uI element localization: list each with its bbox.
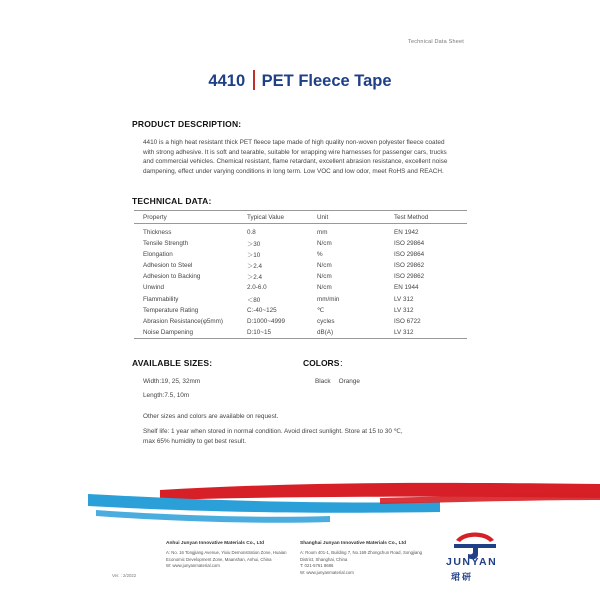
- product-description-heading: PRODUCT DESCRIPTION:: [132, 119, 242, 129]
- footer-company-anhui: [166, 541, 286, 570]
- doc-type-label: Technical Data Sheet: [408, 39, 464, 45]
- colors-heading-colon: ：: [339, 358, 348, 368]
- table-cell: ISO 29864: [394, 239, 425, 247]
- availability-note: Other sizes and colors are available on request.: [143, 413, 279, 420]
- table-cell: D:1000~4999: [247, 317, 285, 325]
- product-description-text: [143, 138, 473, 176]
- table-cell: cycles: [317, 317, 335, 325]
- color-list: [315, 378, 368, 385]
- description-line: 4410 is a high heat resistant thick PET fleece tape made of high quality non-woven polyester fleece coated: [143, 139, 445, 146]
- size-width: Width:19, 25, 32mm: [143, 378, 201, 385]
- table-cell: LV 312: [385, 327, 467, 338]
- table-row: [134, 282, 467, 293]
- address-line: District, Shanghai, China: [300, 556, 348, 562]
- table-cell: 2.0-6.0: [247, 284, 267, 292]
- table-row: [134, 305, 467, 316]
- table-cell: N/cm: [317, 273, 332, 281]
- address-line: A: Room 401-1, Building 7, No.169 Zhongchun Road, Songjiang: [300, 550, 423, 556]
- logo-red-arc: [456, 533, 494, 543]
- table-row: [134, 249, 467, 260]
- table-cell: ＞30: [247, 240, 261, 248]
- phone-line: T: 021-5761 8686: [300, 563, 334, 569]
- column-header: Typical Value: [238, 211, 308, 224]
- table-row: [134, 271, 467, 282]
- title-divider: [253, 70, 255, 90]
- table-row: [134, 293, 467, 304]
- shelf-life-line: max 65% humidity to get best result.: [143, 437, 247, 445]
- footer-company-shanghai: [300, 541, 422, 576]
- table-cell: Flammability: [143, 295, 179, 303]
- logo-wordmark: JUNYAN: [446, 556, 498, 568]
- table-cell: C:-40~125: [247, 306, 277, 314]
- table-row: [134, 327, 467, 338]
- shelf-life-note: [143, 427, 473, 446]
- description-line: dampening, effect under varying conditions in long term. Low VOC and low odor, meet RoHS and REACH.: [143, 167, 444, 175]
- table-cell: N/cm: [317, 284, 332, 292]
- table-cell: 0.8: [247, 228, 256, 236]
- address-line: Economic Development Zone, Maanshan, Anhui, China: [166, 556, 272, 562]
- table-cell: ℃: [317, 306, 325, 314]
- column-header: Test Method: [385, 211, 467, 224]
- table-cell: ISO 29864: [394, 250, 425, 258]
- table-cell: Adhesion to Steel: [143, 261, 193, 269]
- size-length: Length:7.5, 10m: [143, 392, 190, 399]
- table-header-row: [134, 211, 467, 224]
- table-cell: dB(A): [308, 327, 385, 338]
- technical-data-heading: TECHNICAL DATA:: [132, 196, 212, 206]
- color-item: Black: [315, 378, 331, 385]
- page-title: [0, 70, 600, 91]
- table-row: [134, 238, 467, 249]
- table-cell: ＜80: [247, 296, 261, 304]
- table-cell: Temperature Rating: [143, 306, 199, 314]
- table-cell: ＞10: [247, 251, 261, 259]
- table-row: [134, 316, 467, 327]
- available-sizes-heading: AVAILABLE SIZES:: [132, 358, 213, 368]
- table-cell: LV 312: [394, 295, 414, 303]
- table-cell: Unwind: [143, 284, 164, 292]
- table-cell: Adhesion to Backing: [143, 273, 201, 281]
- table-cell: LV 312: [394, 306, 414, 314]
- table-cell: Tensile Strength: [143, 239, 189, 247]
- decorative-swoosh: [0, 476, 600, 546]
- table-cell: ＞2.4: [247, 274, 263, 282]
- table-cell: Noise Dampening: [134, 327, 238, 338]
- logo-chinese-name: 珺研: [451, 572, 474, 582]
- table-cell: Elongation: [143, 250, 173, 258]
- table-row: [134, 260, 467, 271]
- column-header: Unit: [308, 211, 385, 224]
- colors-heading: [303, 357, 348, 369]
- table-cell: mm: [317, 228, 328, 236]
- version-label: Ver. : 2/2022: [112, 573, 137, 578]
- table-row: [134, 224, 467, 238]
- description-line: with strong adhesive. It is soft and tearable, suitable for wrapping wire harnesses for passenger cars, trucks: [143, 148, 447, 156]
- table-cell: Thickness: [143, 228, 172, 236]
- table-cell: mm/min: [317, 295, 340, 303]
- shelf-life-line: Shelf life: 1 year when stored in normal condition. Avoid direct sunlight. Store at 15 to 30 ℃,: [143, 428, 403, 435]
- table-cell: ISO 6722: [394, 317, 421, 325]
- table-cell: ＞2.4: [247, 262, 263, 270]
- table-cell: EN 1942: [394, 228, 419, 236]
- description-line: and commercial vehicles. Chemical resistant, flame retardant, excellent abrasion resistance, excellent noise: [143, 158, 448, 165]
- table-cell: %: [317, 250, 323, 258]
- website-line: W: www.junyanmaterial.com: [166, 563, 220, 569]
- company-name: Shanghai Junyan Innovative Materials Co., Ltd: [300, 541, 407, 546]
- company-name: Anhui Junyan Innovative Materials Co., Ltd: [166, 541, 265, 546]
- table-cell: D:10~15: [238, 327, 308, 338]
- table-cell: N/cm: [317, 239, 332, 247]
- table-cell: Abrasion Resistance(φ5mm): [143, 317, 224, 325]
- color-item: Orange: [338, 378, 360, 385]
- table-cell: EN 1944: [394, 284, 419, 292]
- website-line: W: www.junyanmaterial.com: [300, 569, 354, 575]
- colors-heading-text: COLORS: [303, 358, 340, 368]
- product-code: 4410: [208, 72, 246, 90]
- table-cell: ISO 29862: [394, 273, 425, 281]
- column-header: Property: [134, 211, 238, 224]
- table-cell: ISO 29862: [394, 261, 425, 269]
- technical-data-table: [134, 210, 467, 339]
- product-name: PET Fleece Tape: [261, 72, 392, 90]
- table-cell: N/cm: [317, 261, 332, 269]
- address-line: A: No. 16 Tongjiang Avenue, Yixiu Demonstration Zone, Huaian: [166, 550, 287, 556]
